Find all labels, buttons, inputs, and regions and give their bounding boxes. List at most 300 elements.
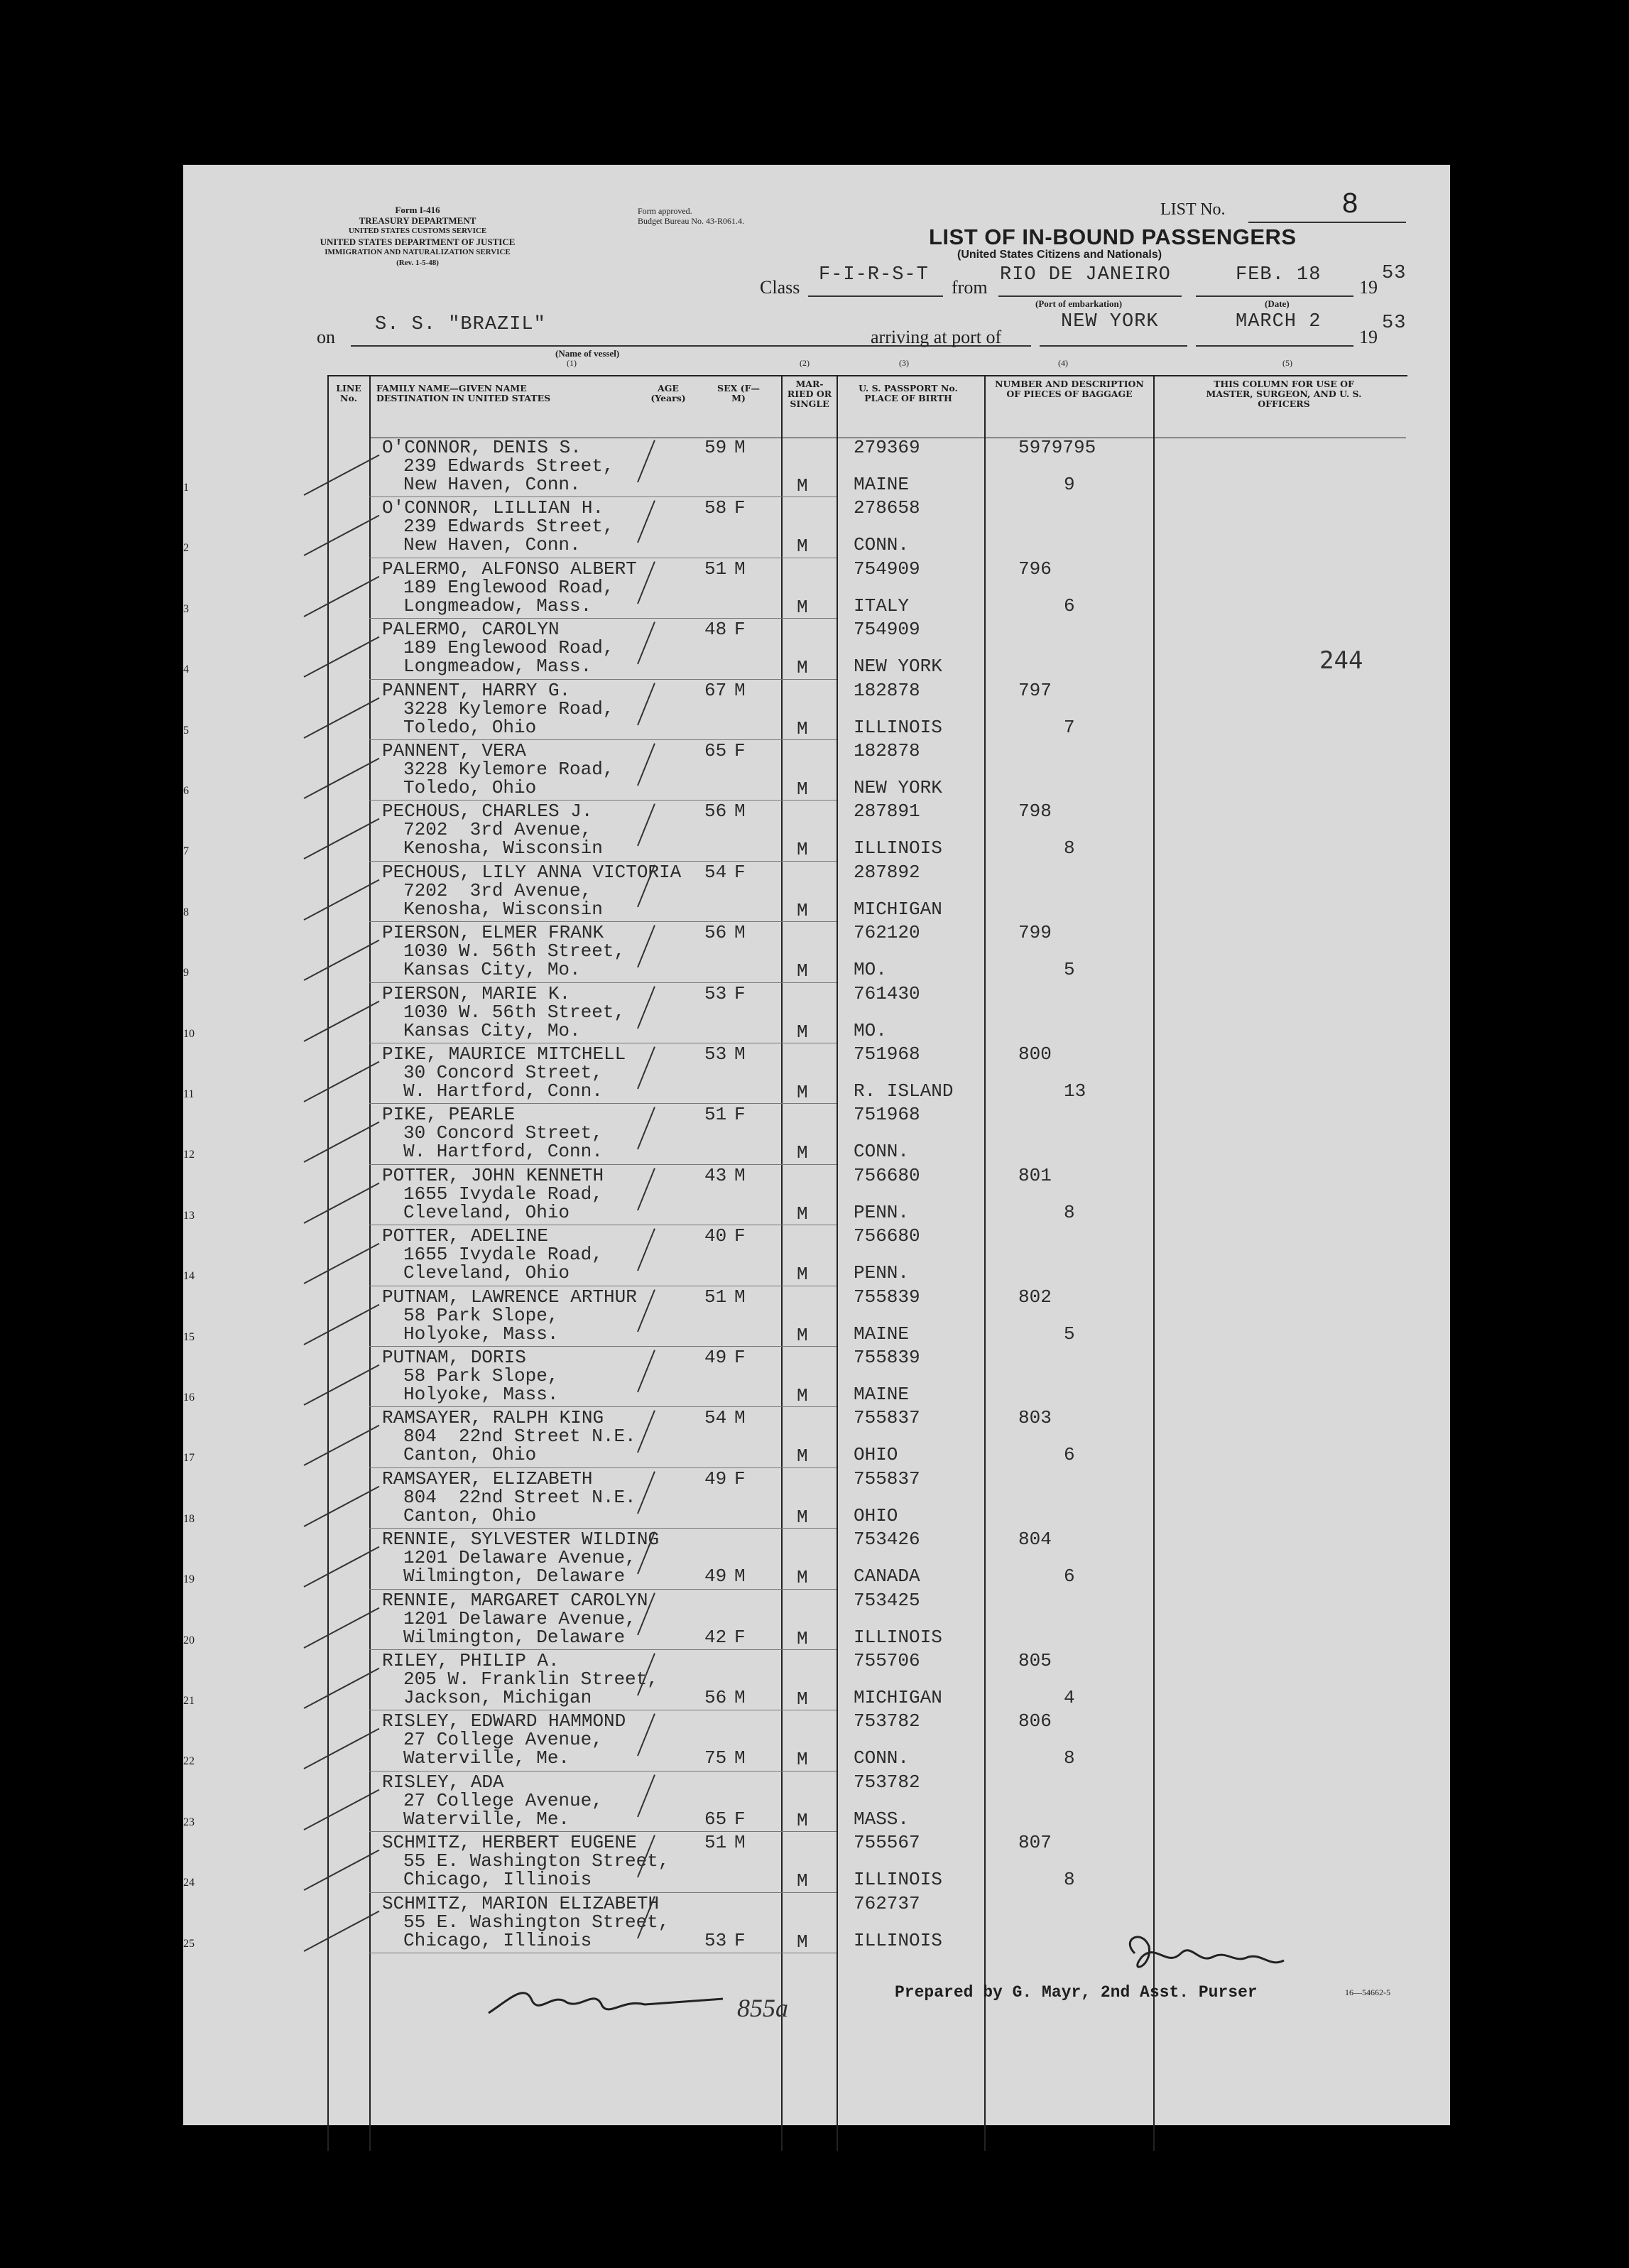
check-mark	[304, 1668, 380, 1709]
married-status: M	[797, 1021, 808, 1043]
age: 49	[704, 1467, 727, 1490]
baggage-number: 803	[1018, 1407, 1052, 1429]
justice-dept: UNITED STATES DEPARTMENT OF JUSTICE	[320, 237, 516, 247]
place-of-birth: MASS.	[854, 1808, 910, 1830]
passport-number: 761430	[854, 982, 920, 1004]
baggage-number: 800	[1018, 1043, 1052, 1065]
check-mark	[304, 879, 380, 921]
sex: M	[734, 679, 746, 701]
passenger-name: RENNIE, MARGARET CAROLYN	[382, 1589, 648, 1611]
passenger-name: PIERSON, ELMER FRANK	[382, 922, 604, 944]
address-line-2: Longmeadow, Mass.	[403, 595, 592, 617]
col-num-4: (4)	[1058, 358, 1068, 368]
passport-number: 755567	[854, 1832, 920, 1854]
col-num-2: (2)	[800, 358, 810, 368]
address-line-1: 58 Park Slope,	[403, 1365, 559, 1387]
place-of-birth: CONN.	[854, 534, 910, 556]
passport-number: 751968	[854, 1104, 920, 1126]
place-of-birth: OHIO	[854, 1504, 898, 1526]
age: 42	[704, 1626, 727, 1648]
year1-prefix	[1359, 277, 1378, 298]
married-status: M	[797, 1567, 808, 1589]
check-mark	[304, 1303, 380, 1345]
passenger-name: RAMSAYER, ELIZABETH	[382, 1467, 593, 1490]
class-underline	[808, 295, 943, 297]
sex: M	[734, 1043, 746, 1065]
passenger-name: PECHOUS, CHARLES J.	[382, 801, 593, 823]
check-mark	[304, 1789, 380, 1830]
baggage-number: 806	[1018, 1710, 1052, 1732]
revision: (Rev. 1-5-48)	[396, 259, 439, 267]
baggage-pieces: 9	[1064, 474, 1075, 495]
line-number: 10	[183, 1027, 195, 1040]
address-line-1: 1201 Delaware Avenue,	[403, 1607, 636, 1629]
check-mark	[304, 1910, 380, 1951]
married-status: M	[797, 1142, 808, 1164]
sex: M	[734, 1286, 746, 1308]
budget-block	[638, 206, 744, 226]
place-of-birth: ILLINOIS	[854, 716, 942, 738]
line-number: 8	[183, 906, 189, 918]
line-number: 23	[183, 1816, 195, 1828]
passport-number: 756680	[854, 1225, 920, 1247]
address-line-1: 27 College Avenue,	[403, 1729, 603, 1751]
age: 48	[704, 619, 727, 641]
address-line-1: 55 E. Washington Street,	[403, 1850, 670, 1872]
address-line-1: 189 Englewood Road,	[403, 576, 614, 598]
page-subtitle: (United States Citizens and Nationals)	[957, 249, 1162, 261]
form-agency-block	[304, 205, 531, 268]
address-line-2: Wilmington, Delaware	[403, 1626, 626, 1648]
passport-number: 287891	[854, 801, 920, 823]
place-of-birth: CONN.	[854, 1141, 910, 1163]
address-line-2: Cleveland, Ohio	[403, 1201, 570, 1223]
passenger-name: RILEY, PHILIP A.	[382, 1650, 560, 1671]
passport-number: 182878	[854, 679, 920, 701]
passport-number: 755837	[854, 1407, 920, 1429]
col-num-3: (3)	[899, 358, 909, 368]
address-line-2: Canton, Ohio	[403, 1504, 537, 1526]
sex: F	[734, 1808, 746, 1830]
line-number: 12	[183, 1149, 195, 1161]
year2-prefix	[1359, 327, 1378, 348]
address-line-2: Kenosha, Wisconsin	[403, 837, 603, 859]
tally-mark	[637, 1714, 655, 1757]
married-status: M	[797, 1385, 808, 1406]
line-number: 22	[183, 1755, 195, 1768]
from-label: from	[952, 277, 988, 298]
baggage-number: 807	[1018, 1832, 1052, 1854]
place-of-birth: ILLINOIS	[854, 1626, 942, 1648]
sex: M	[734, 1566, 746, 1588]
address-line-2: Kansas City, Mo.	[403, 1019, 581, 1041]
tally-mark	[637, 501, 655, 543]
married-status: M	[797, 778, 808, 800]
line-number: 18	[183, 1512, 195, 1525]
married-status: M	[797, 1203, 808, 1225]
passport-number: 753782	[854, 1771, 920, 1793]
line-number: 9	[183, 967, 189, 980]
address-line-1: 3228 Kylemore Road,	[403, 759, 614, 780]
sex: F	[734, 1225, 746, 1247]
check-mark	[304, 1183, 380, 1224]
sex: M	[734, 922, 746, 944]
address-line-2: Holyoke, Mass.	[403, 1323, 559, 1345]
tally-mark	[637, 1289, 655, 1332]
address-line-2: Longmeadow, Mass.	[403, 656, 592, 678]
col-header-passport: U. S. PASSPORT No. PLACE OF BIRTH	[859, 383, 958, 403]
age: 54	[704, 1407, 727, 1429]
passport-number: 755839	[854, 1347, 920, 1368]
age: 49	[704, 1566, 727, 1588]
address-line-2: Kansas City, Mo.	[403, 959, 581, 981]
check-mark	[304, 1486, 380, 1527]
line-number: 4	[183, 663, 189, 676]
address-line-1: 7202 3rd Avenue,	[403, 819, 592, 841]
col-sep-married	[781, 376, 783, 2151]
passport-number: 755706	[854, 1650, 920, 1671]
passport-number: 753426	[854, 1529, 920, 1551]
married-status: M	[797, 1445, 808, 1467]
baggage-number: 797	[1018, 679, 1052, 701]
address-line-2: Chicago, Illinois	[403, 1929, 592, 1951]
sex: M	[734, 437, 746, 458]
purser-signature-drawing	[1113, 1925, 1298, 1989]
sex: F	[734, 1929, 746, 1951]
year1: 53	[1382, 263, 1407, 284]
age: 53	[704, 1043, 727, 1065]
arrival-port: NEW YORK	[1061, 311, 1159, 332]
line-number: 25	[183, 1937, 195, 1950]
passenger-name: PALERMO, CAROLYN	[382, 619, 560, 641]
age: 56	[704, 1687, 727, 1708]
line-number: 13	[183, 1209, 195, 1222]
check-mark	[304, 1122, 380, 1163]
place-of-birth: ILLINOIS	[854, 837, 942, 859]
date-caption: (Date)	[1265, 298, 1290, 309]
tally-mark	[637, 1774, 655, 1817]
passport-number: 753425	[854, 1589, 920, 1611]
passenger-name: PECHOUS, LILY ANNA VICTORIA	[382, 861, 682, 883]
check-mark	[304, 1607, 380, 1648]
married-status: M	[797, 1627, 808, 1649]
sex: F	[734, 982, 746, 1004]
baggage-pieces: 8	[1064, 837, 1075, 859]
age: 49	[704, 1347, 727, 1368]
passenger-name: PALERMO, ALFONSO ALBERT	[382, 558, 637, 580]
baggage-number: 802	[1018, 1286, 1052, 1308]
table-top-border	[327, 375, 1407, 376]
col-num-1: (1)	[567, 358, 577, 368]
sex: F	[734, 1347, 746, 1368]
place-of-birth: MAINE	[854, 1323, 910, 1345]
place-of-birth: CONN.	[854, 1747, 910, 1769]
passenger-name: PUTNAM, LAWRENCE ARTHUR	[382, 1286, 637, 1308]
passenger-name: RENNIE, SYLVESTER WILDING	[382, 1529, 660, 1551]
form-approved: Form approved.	[638, 206, 692, 216]
age: 51	[704, 1104, 727, 1126]
place-of-birth: MO.	[854, 959, 887, 981]
address-line-2: New Haven, Conn.	[403, 474, 581, 495]
address-line-2: Canton, Ohio	[403, 1444, 537, 1466]
place-of-birth: MICHIGAN	[854, 1687, 942, 1708]
married-status: M	[797, 475, 808, 497]
col-header-age: AGE (Years)	[650, 383, 686, 403]
col-header-officers: THIS COLUMN FOR USE OF MASTER, SURGEON, AND U. S. OFFICERS	[1206, 379, 1362, 409]
married-status: M	[797, 839, 808, 861]
baggage-pieces: 5	[1064, 959, 1075, 981]
passport-number: 287892	[854, 861, 920, 883]
check-mark	[304, 515, 380, 556]
embark-underline	[998, 295, 1182, 297]
date1-underline	[1196, 295, 1353, 297]
address-line-1: 239 Edwards Street,	[403, 455, 614, 477]
budget-number: Budget Bureau No. 43-R061.4.	[638, 216, 744, 226]
passenger-name: O'CONNOR, LILLIAN H.	[382, 497, 604, 519]
place-of-birth: ILLINOIS	[854, 1869, 942, 1891]
line-number: 11	[183, 1088, 195, 1100]
col-sep-baggage	[984, 376, 986, 2151]
age: 56	[704, 922, 727, 944]
check-mark	[304, 1243, 380, 1284]
address-line-1: 1030 W. 56th Street,	[403, 940, 626, 962]
address-line-1: 1655 Ivydale Road,	[403, 1183, 603, 1205]
line-number: 1	[183, 482, 189, 494]
passenger-name: PANNENT, HARRY G.	[382, 679, 571, 701]
line-number: 24	[183, 1877, 195, 1889]
year1-prefix-text: 19	[1359, 277, 1378, 298]
on-label: on	[317, 327, 335, 347]
embark-date: FEB. 18	[1236, 264, 1322, 286]
married-status: M	[797, 1264, 808, 1286]
footer-note: 855a	[737, 1994, 788, 2022]
married-status: M	[797, 717, 808, 739]
address-line-2: Waterville, Me.	[403, 1808, 570, 1830]
passenger-name: SCHMITZ, HERBERT EUGENE	[382, 1832, 637, 1854]
married-status: M	[797, 1688, 808, 1710]
address-line-2: Toledo, Ohio	[403, 716, 537, 738]
passenger-name: PIERSON, MARIE K.	[382, 982, 571, 1004]
place-of-birth: MAINE	[854, 1384, 910, 1405]
address-line-2: Holyoke, Mass.	[403, 1384, 559, 1405]
check-mark	[304, 1728, 380, 1769]
baggage-pieces: 5	[1064, 1323, 1075, 1345]
age: 75	[704, 1747, 727, 1769]
place-of-birth: OHIO	[854, 1444, 898, 1466]
address-line-2: Chicago, Illinois	[403, 1869, 592, 1891]
baggage-pieces: 13	[1064, 1080, 1086, 1102]
line-number: 17	[183, 1452, 195, 1465]
passport-number: 182878	[854, 740, 920, 761]
line-number: 3	[183, 602, 189, 615]
sex: M	[734, 1164, 746, 1186]
check-mark	[304, 1546, 380, 1588]
baggage-pieces: 6	[1064, 1566, 1075, 1588]
age: 40	[704, 1225, 727, 1247]
year2: 53	[1382, 313, 1407, 334]
place-of-birth: MICHIGAN	[854, 898, 942, 920]
tally-mark	[637, 743, 655, 786]
age: 59	[704, 437, 727, 458]
place-of-birth: CANADA	[854, 1566, 920, 1588]
check-mark	[304, 1061, 380, 1102]
tally-mark	[637, 1107, 655, 1150]
tally-mark	[637, 1228, 655, 1271]
address-line-1: 30 Concord Street,	[403, 1122, 603, 1144]
address-line-1: 205 W. Franklin Street,	[403, 1669, 658, 1690]
baggage-pieces: 8	[1064, 1747, 1075, 1769]
check-mark	[304, 818, 380, 859]
sex: M	[734, 1832, 746, 1854]
passport-number: 762737	[854, 1892, 920, 1914]
vessel-name: S. S. "BRAZIL"	[375, 314, 546, 335]
embark-port: RIO DE JANEIRO	[1000, 264, 1171, 286]
tally-mark	[637, 1168, 655, 1210]
address-line-1: 239 Edwards Street,	[403, 516, 614, 538]
address-line-1: 1655 Ivydale Road,	[403, 1244, 603, 1266]
address-line-2: Waterville, Me.	[403, 1747, 570, 1769]
address-line-2: W. Hartford, Conn.	[403, 1141, 603, 1163]
check-mark	[304, 697, 380, 738]
passenger-name: SCHMITZ, MARION ELIZABETH	[382, 1892, 660, 1914]
arrival-port-underline	[1040, 345, 1187, 347]
address-line-2: New Haven, Conn.	[403, 534, 581, 556]
class-label: Class	[760, 277, 800, 298]
age: 65	[704, 1808, 727, 1830]
married-status: M	[797, 1809, 808, 1831]
address-line-1: 1030 W. 56th Street,	[403, 1001, 626, 1023]
age: 51	[704, 558, 727, 580]
place-of-birth: MAINE	[854, 474, 910, 495]
line-number: 6	[183, 785, 189, 797]
baggage-pieces: 8	[1064, 1201, 1075, 1223]
passport-number: 751968	[854, 1043, 920, 1065]
baggage-number: 799	[1018, 922, 1052, 944]
baggage-number: 798	[1018, 801, 1052, 823]
place-of-birth: PENN.	[854, 1262, 910, 1284]
tally-mark	[637, 683, 655, 725]
embark-port-caption: (Port of embarkation)	[1035, 298, 1123, 309]
line-number: 16	[183, 1391, 195, 1404]
tally-mark	[637, 986, 655, 1029]
sex: M	[734, 1407, 746, 1429]
address-line-1: 3228 Kylemore Road,	[403, 698, 614, 720]
col-sep-passport	[837, 376, 838, 2151]
married-status: M	[797, 1870, 808, 1892]
married-status: M	[797, 657, 808, 679]
age: 67	[704, 679, 727, 701]
baggage-pieces: 7	[1064, 716, 1075, 738]
sex: M	[734, 558, 746, 580]
sex: M	[734, 1747, 746, 1769]
passenger-name: RISLEY, ADA	[382, 1771, 504, 1793]
baggage-number: 804	[1018, 1529, 1052, 1551]
tally-mark	[637, 1046, 655, 1089]
table-left-border	[327, 376, 329, 2151]
age: 56	[704, 801, 727, 823]
col-header-name: FAMILY NAME—GIVEN NAME DESTINATION IN UNITED STATES	[376, 383, 551, 403]
married-status: M	[797, 596, 808, 618]
check-mark	[304, 940, 380, 981]
page-title: LIST OF IN-BOUND PASSENGERS	[929, 224, 1297, 249]
tally-mark	[637, 925, 655, 967]
sex: M	[734, 1687, 746, 1708]
line-number: 19	[183, 1573, 195, 1586]
address-line-1: 1201 Delaware Avenue,	[403, 1547, 636, 1569]
arrival-date: MARCH 2	[1236, 311, 1322, 332]
class-value: F-I-R-S-T	[819, 264, 929, 286]
age: 43	[704, 1164, 727, 1186]
address-line-1: 7202 3rd Avenue,	[403, 879, 592, 901]
address-line-2: Cleveland, Ohio	[403, 1262, 570, 1284]
married-status: M	[797, 1324, 808, 1346]
married-status: M	[797, 1931, 808, 1953]
age: 54	[704, 861, 727, 883]
baggage-pieces: 6	[1064, 595, 1075, 617]
tally-mark	[637, 804, 655, 847]
passenger-name: PIKE, PEARLE	[382, 1104, 516, 1126]
line-number: 5	[183, 724, 189, 737]
passport-number: 279369	[854, 437, 920, 458]
passenger-name: PUTNAM, DORIS	[382, 1347, 526, 1368]
passport-number: 754909	[854, 558, 920, 580]
passenger-name: O'CONNOR, DENIS S.	[382, 437, 582, 458]
address-line-1: 804 22nd Street N.E.	[403, 1486, 636, 1508]
tally-mark	[637, 1471, 655, 1514]
place-of-birth: ITALY	[854, 595, 910, 617]
line-number: 15	[183, 1330, 195, 1343]
baggage-number: 805	[1018, 1650, 1052, 1671]
date2-underline	[1196, 345, 1353, 347]
sex: F	[734, 740, 746, 761]
place-of-birth: NEW YORK	[854, 777, 942, 798]
tally-mark	[637, 622, 655, 664]
place-of-birth: NEW YORK	[854, 656, 942, 678]
tally-mark	[637, 440, 655, 482]
passport-number: 762120	[854, 922, 920, 944]
prepared-by: Prepared by G. Mayr, 2nd Asst. Purser	[895, 1983, 1258, 2002]
address-line-1: 189 Englewood Road,	[403, 637, 614, 659]
address-line-1: 58 Park Slope,	[403, 1304, 559, 1326]
married-status: M	[797, 1749, 808, 1771]
address-line-1: 55 E. Washington Street,	[403, 1911, 670, 1933]
baggage-number: 801	[1018, 1164, 1052, 1186]
passport-number: 278658	[854, 497, 920, 519]
age: 51	[704, 1286, 727, 1308]
treasury-dept: TREASURY DEPARTMENT	[359, 215, 476, 226]
customs-service: UNITED STATES CUSTOMS SERVICE	[348, 227, 487, 235]
passport-number: 756680	[854, 1164, 920, 1186]
list-no-value: 8	[1342, 188, 1358, 219]
address-line-1: 804 22nd Street N.E.	[403, 1426, 636, 1448]
ins-service: IMMIGRATION AND NATURALIZATION SERVICE	[325, 248, 511, 256]
passenger-name: RAMSAYER, RALPH KING	[382, 1407, 604, 1429]
sex: M	[734, 801, 746, 823]
tally-mark	[637, 1411, 655, 1453]
arriving-label: arriving at port of	[871, 327, 1002, 347]
officer-note: 244	[1319, 646, 1363, 675]
age: 53	[704, 1929, 727, 1951]
check-mark	[304, 636, 380, 678]
sex: F	[734, 1467, 746, 1490]
passport-number: 754909	[854, 619, 920, 641]
col-header-line: LINE No.	[336, 383, 361, 403]
year2-prefix-text: 19	[1359, 327, 1378, 347]
manifest-page	[183, 165, 1450, 2125]
tally-mark	[637, 561, 655, 604]
list-no-underline	[1248, 222, 1406, 223]
check-mark	[304, 758, 380, 799]
